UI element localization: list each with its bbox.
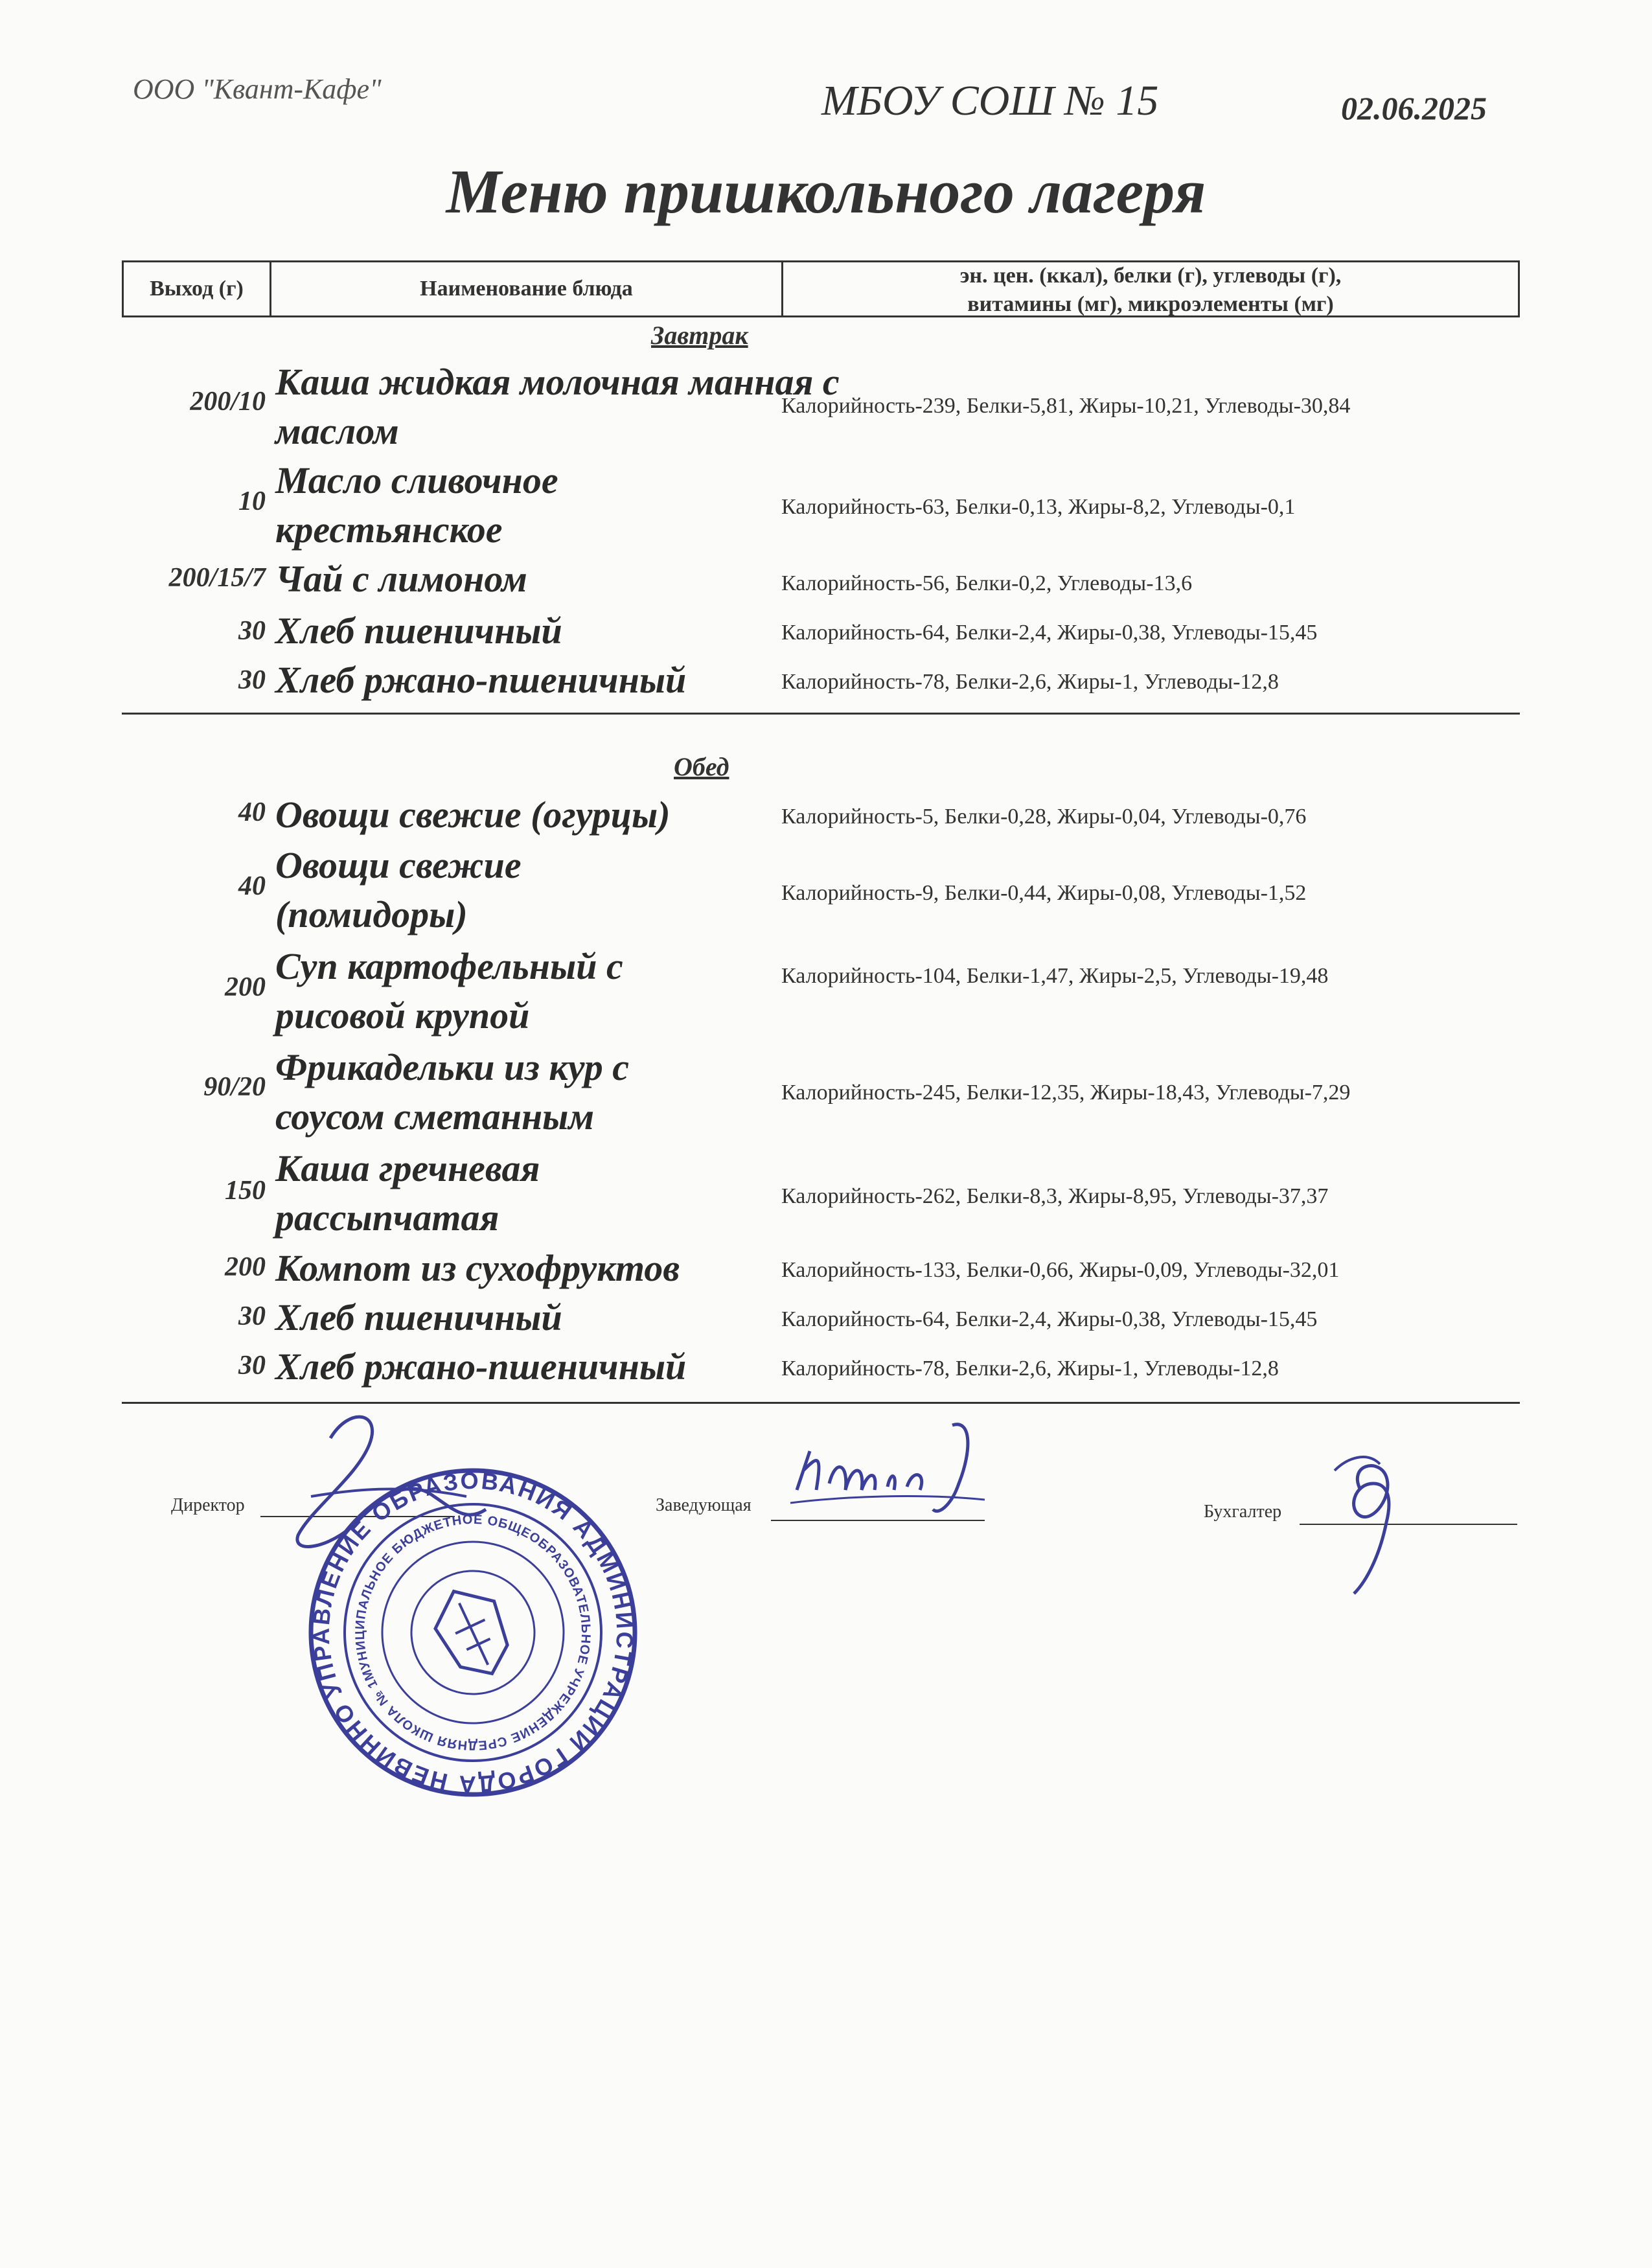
section-label-lunch: Обед	[674, 752, 729, 781]
row-nutrition: Калорийность-5, Белки-0,28, Жиры-0,04, Углеводы-0,76	[781, 805, 1307, 829]
row-yield: 90/20	[203, 1072, 266, 1102]
row-yield: 40	[238, 871, 266, 901]
table-row	[122, 606, 1520, 656]
row-yield: 40	[238, 797, 266, 827]
table-row	[122, 841, 1520, 941]
accountant-signature	[1322, 1445, 1425, 1600]
row-nutrition: Калорийность-63, Белки-0,13, Жиры-8,2, Углеводы-0,1	[781, 495, 1296, 519]
table-row	[122, 456, 1520, 555]
row-nutrition: Калорийность-262, Белки-8,3, Жиры-8,95, Углеводы-37,37	[781, 1184, 1329, 1208]
row-yield: 10	[238, 487, 266, 516]
row-nutrition: Калорийность-9, Белки-0,44, Жиры-0,08, Углеводы-1,52	[781, 881, 1307, 905]
column-header-nutrition	[783, 262, 1518, 315]
row-nutrition: Калорийность-245, Белки-12,35, Жиры-18,43, Углеводы-7,29	[781, 1081, 1351, 1105]
signature-label-manager: Заведующая	[656, 1495, 751, 1515]
row-nutrition: Калорийность-239, Белки-5,81, Жиры-10,21, Углеводы-30,84	[781, 394, 1351, 418]
page-title: Меню пришкольного лагеря	[446, 157, 1206, 226]
table-row	[122, 656, 1520, 705]
row-dish: Чай с лимоном	[275, 558, 527, 600]
row-yield: 30	[238, 616, 266, 646]
row-yield: 200	[225, 1252, 266, 1282]
table-row	[122, 1043, 1520, 1143]
official-stamp	[304, 1464, 641, 1801]
signature-label-director: Директор	[171, 1495, 245, 1515]
table-row	[122, 1244, 1520, 1293]
row-dish: Масло сливочное крестьянское	[275, 459, 558, 551]
row-yield: 200/15/7	[168, 563, 266, 593]
row-nutrition: Калорийность-104, Белки-1,47, Жиры-2,5, Углеводы-19,48	[781, 964, 1329, 988]
table-header	[122, 260, 1520, 317]
row-nutrition: Калорийность-133, Белки-0,66, Жиры-0,09, Углеводы-32,01	[781, 1258, 1340, 1282]
row-yield: 30	[238, 1351, 266, 1380]
row-nutrition: Калорийность-78, Белки-2,6, Жиры-1, Углеводы-12,8	[781, 1357, 1279, 1380]
stamp-inner-text: МУНИЦИПАЛЬНОЕ БЮДЖЕТНОЕ ОБЩЕОБРАЗОВАТЕЛЬНОЕ УЧРЕЖДЕНИЕ СРЕДНЯЯ ШКОЛА № 15	[352, 1512, 593, 1753]
stamp-outer-text: УПРАВЛЕНИЕ ОБРАЗОВАНИЯ АДМИНИСТРАЦИИ ГОРОДА НЕВИННОМЫССКА	[307, 1467, 639, 1798]
row-dish: Каша жидкая молочная манная с маслом	[275, 361, 840, 452]
row-dish: Каша гречневая рассыпчатая	[275, 1147, 540, 1239]
row-dish: Хлеб ржано-пшеничный	[275, 659, 687, 701]
row-dish: Компот из сухофруктов	[275, 1247, 680, 1289]
section-divider	[122, 713, 1520, 715]
table-row	[122, 358, 1520, 456]
company-name: ООО "Квант-Кафе"	[133, 73, 382, 105]
row-nutrition: Калорийность-56, Белки-0,2, Углеводы-13,6	[781, 571, 1193, 595]
row-nutrition: Калорийность-64, Белки-2,4, Жиры-0,38, Углеводы-15,45	[781, 621, 1318, 645]
school-name: МБОУ СОШ № 15	[821, 77, 1159, 124]
row-yield: 200	[225, 972, 266, 1002]
table-row	[122, 942, 1520, 1043]
row-nutrition: Калорийность-78, Белки-2,6, Жиры-1, Углеводы-12,8	[781, 670, 1279, 694]
row-yield: 30	[238, 1301, 266, 1331]
table-row	[122, 790, 1520, 841]
signature-label-accountant: Бухгалтер	[1204, 1502, 1282, 1522]
row-yield: 30	[238, 665, 266, 695]
row-dish: Суп картофельный с рисовой крупой	[275, 945, 623, 1037]
row-yield: 150	[225, 1176, 266, 1206]
row-dish: Овощи свежие (помидоры)	[275, 844, 522, 935]
column-header-yield: Выход (г)	[124, 262, 271, 315]
table-row	[122, 1144, 1520, 1241]
column-header-nutrition-line2: витамины (мг), микроэлементы (мг)	[967, 292, 1334, 316]
row-dish: Фрикадельки из кур с соусом сметанным	[275, 1046, 630, 1138]
row-dish: Хлеб пшеничный	[275, 610, 562, 652]
column-header-nutrition-line1: эн. цен. (ккал), белки (г), углеводы (г),	[959, 264, 1342, 288]
row-dish: Овощи свежие (огурцы)	[275, 794, 671, 836]
menu-date: 02.06.2025	[1341, 90, 1487, 126]
column-header-dish: Наименование блюда	[271, 262, 783, 315]
row-dish: Хлеб пшеничный	[275, 1296, 562, 1338]
table-row	[122, 1342, 1520, 1392]
table-row	[122, 557, 1520, 606]
row-yield: 200/10	[190, 387, 266, 417]
row-dish: Хлеб ржано-пшеничный	[275, 1346, 687, 1388]
row-nutrition: Калорийность-64, Белки-2,4, Жиры-0,38, Углеводы-15,45	[781, 1307, 1318, 1331]
section-label-breakfast: Завтрак	[651, 321, 748, 350]
table-row	[122, 1293, 1520, 1342]
manager-signature	[777, 1412, 998, 1529]
